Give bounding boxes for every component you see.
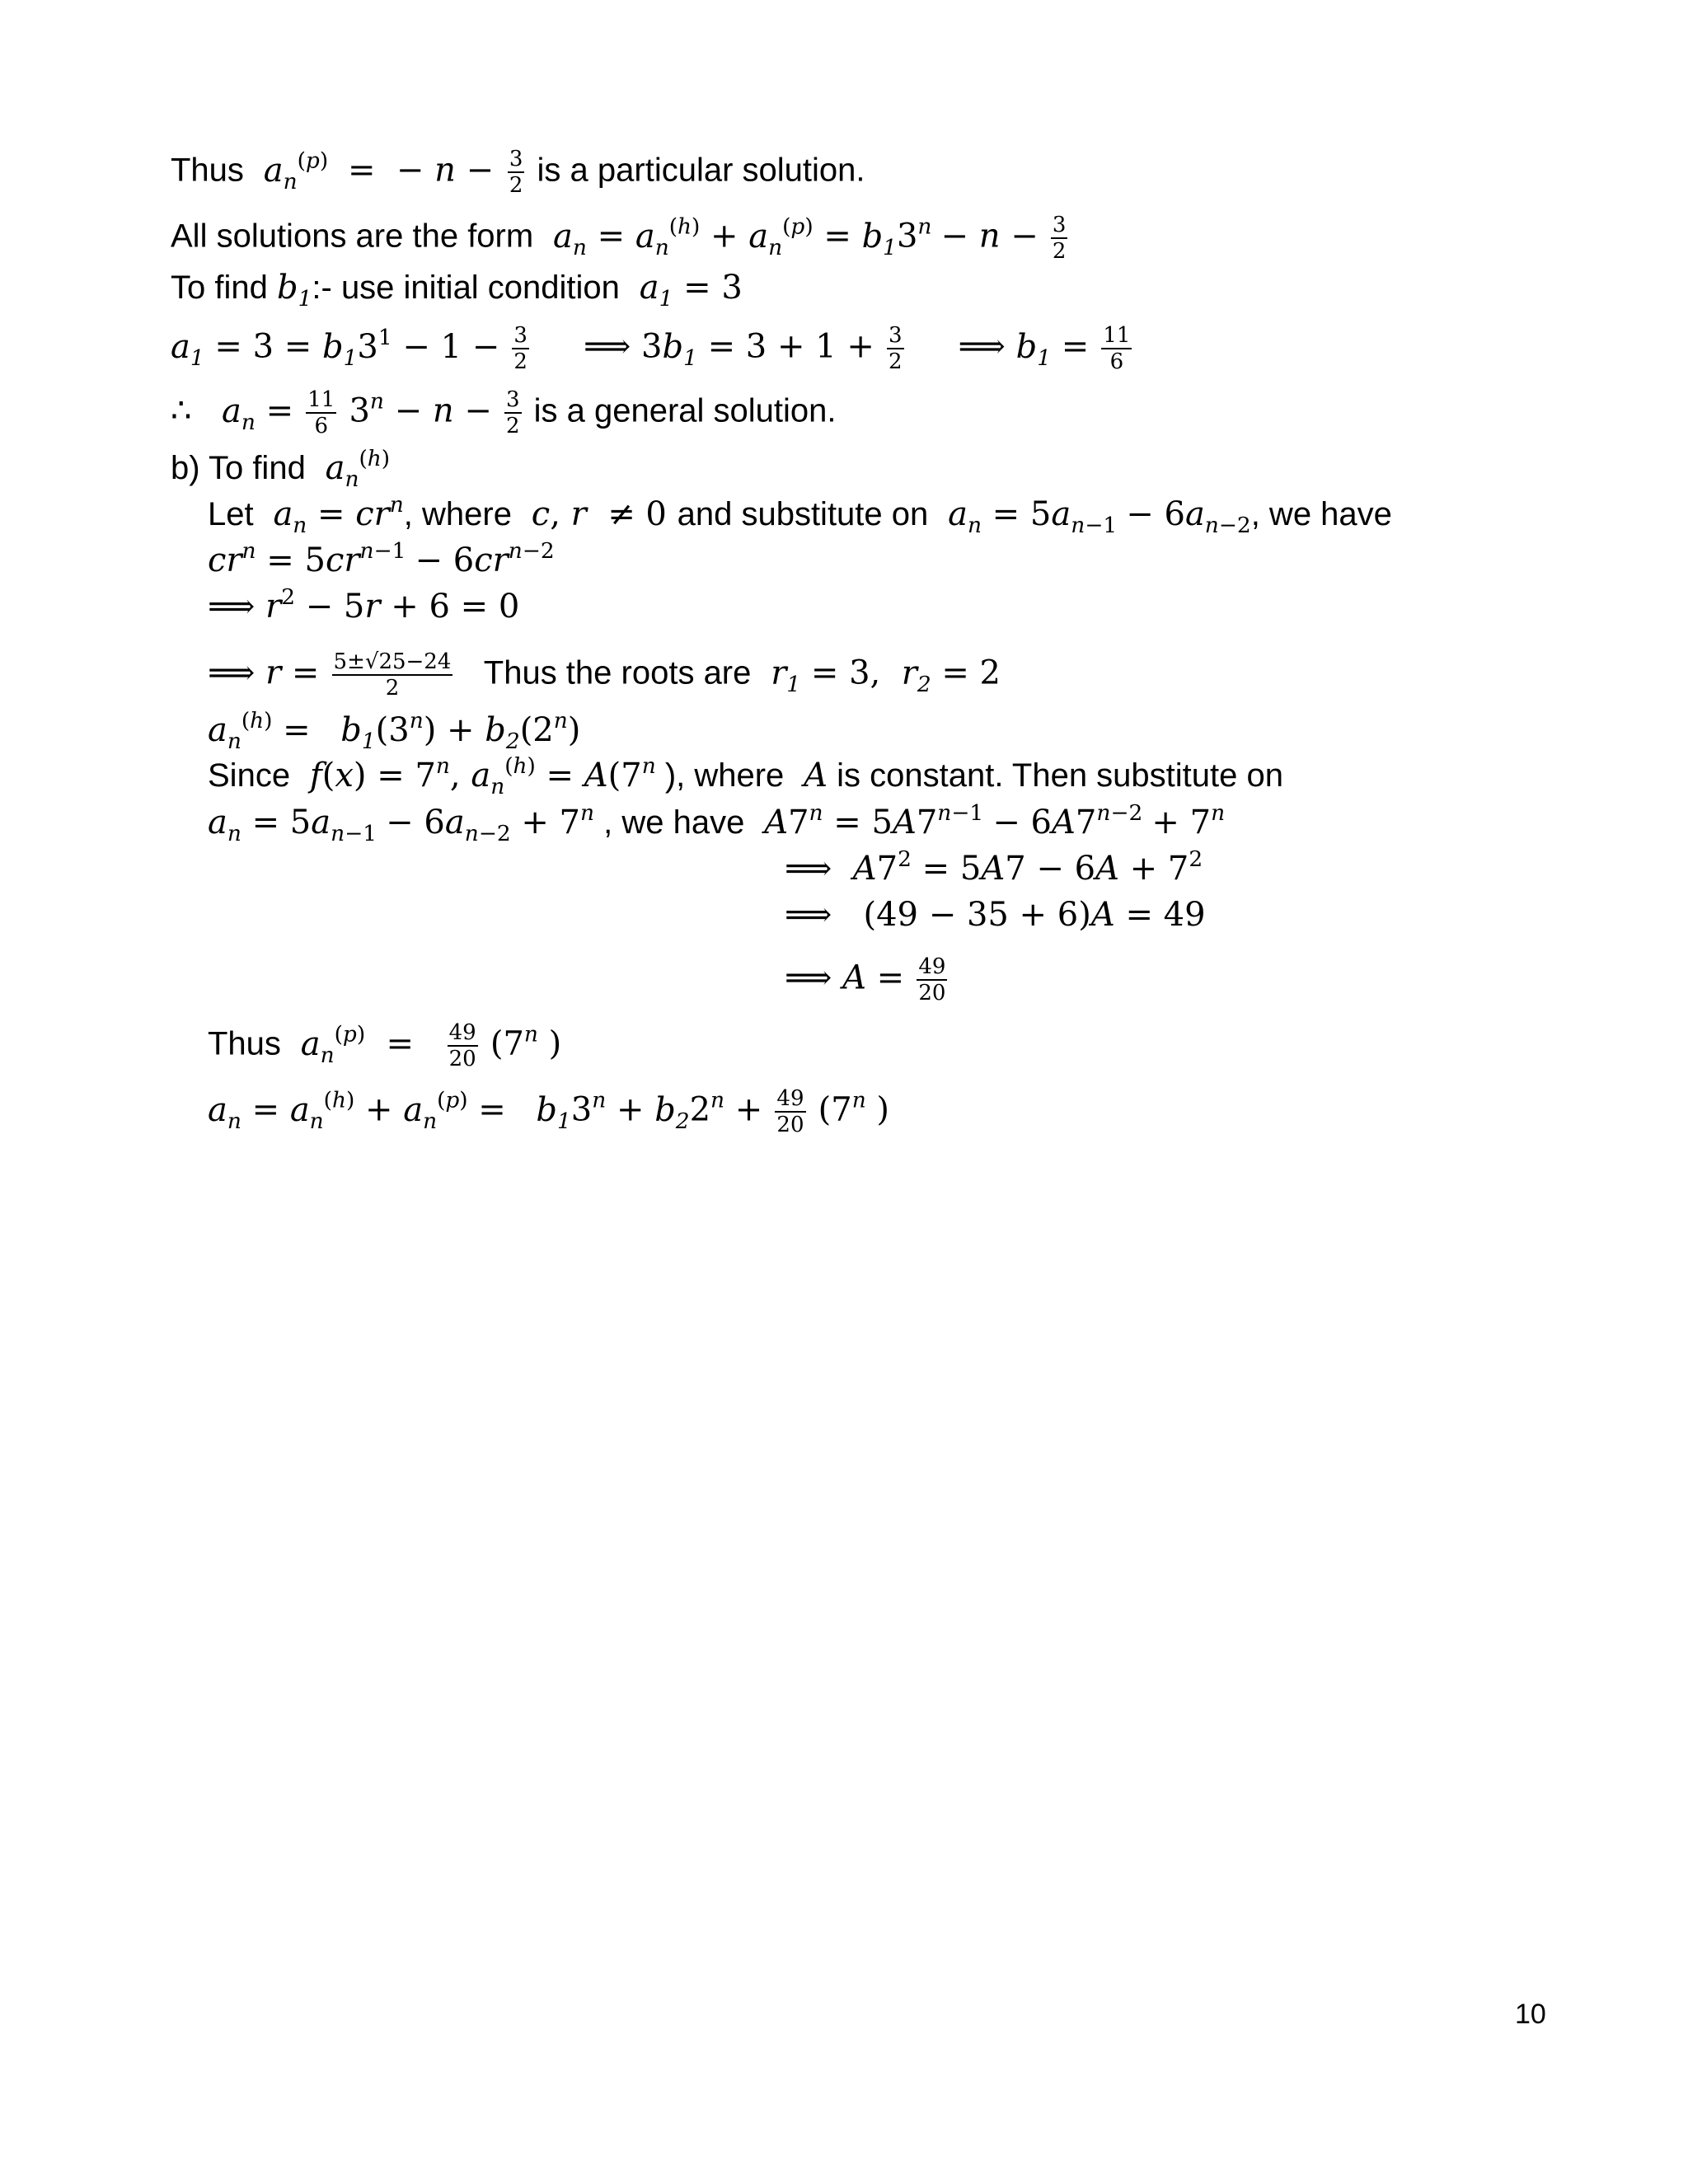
line-all-solutions: All solutions are the form $a_n = a_n^{(h)} + a_n^{(p)} = b_13^n - n$ − $\frac{3}{2}$ [171, 213, 1067, 264]
line-find-b1: To find $b_1:-$ use initial condition $a_1 = 3$ [171, 269, 743, 312]
fraction: $\frac{11}{6}$ [1103, 323, 1131, 374]
line-solve-b1: $a_1 = 3 = b_13^1 - 1$ − $\frac{3}{2}$ ⟹ $3b_1 = 3 + 1$ + $\frac{3}{2}$ ⟹ $b_1$ = $\frac{11}{6}$ [171, 323, 1131, 374]
line-roots: ⟹ r = $\frac{5\pm√25-24}{2}$ Thus the roots are $r_1 = 3$, $r_2 = 2$ [208, 649, 1001, 701]
line-part-b-heading: b) To find $a_n^{(h)}$ [171, 446, 391, 493]
line-A-simplify: ⟹ (49 − 35 + 6)A = 49 [785, 896, 1206, 934]
fraction: $\frac{49}{20}$ [776, 1086, 804, 1137]
fraction: $\frac{3}{2}$ [505, 387, 520, 438]
line-final-solution: $a_n = a_n^{(h)} + a_n^{(p)} = b_13^n + b_22^n$ + $\frac{49}{20}$ (7$^n$ ) [208, 1086, 890, 1137]
line-general-solution: ∴ $a_n$ = $\frac{11}{6}$ $3^n - n$ − $\frac{3}{2}$ is a general solution. [171, 387, 837, 438]
line-homogeneous-solution: $a_n^{(h)} = b_1(3^n) + b_2(2^n)$ [208, 708, 581, 755]
fraction: $\frac{3}{2}$ [509, 147, 523, 198]
fraction: $\frac{49}{20}$ [918, 954, 946, 1005]
page-number: 10 [1515, 1999, 1546, 2030]
line-let-an: Let $a_n = cr^n$, where c, r ≠ 0 and substitute on $a_n = 5a_{n-1} - 6a_{n-2}$, we have [208, 492, 1392, 539]
fraction: $\frac{49}{20}$ [448, 1020, 476, 1071]
line-substitute-A: $a_n = 5a_{n-1} - 6a_{n-2} + 7^n$ , we have $A7^n = 5A7^{n-1} - 6A7^{n-2} + 7^n$ [208, 800, 1226, 847]
line-A-equation: ⟹ $A7^2 = 5A7 - 6A + 7^2$ [785, 846, 1203, 888]
fraction: $\frac{5\pm√25-24}{2}$ [333, 649, 452, 701]
line-particular-solution: Thus $a_n^{(p)}$ = − n − $\frac{3}{2}$ is a particular solution. [171, 147, 865, 198]
line-A-value: ⟹ A = $\frac{49}{20}$ [785, 954, 946, 1005]
line-since-fx: Since $f(x) = 7^n$, $a_n^{(h)} = A(7^n$ ), where A is constant. Then substitute on [208, 753, 1283, 800]
line-characteristic-sub: $cr^n = 5cr^{n-1} - 6cr^{n-2}$ [208, 538, 555, 579]
line-particular-b: Thus $a_n^{(p)}$ = $\frac{49}{20}$ (7$^n$ ) [208, 1020, 562, 1071]
line-characteristic-eq: ⟹ $r^2 - 5r + 6 = 0$ [208, 584, 520, 626]
fraction: $\frac{3}{2}$ [1052, 213, 1067, 264]
fraction: $\frac{3}{2}$ [513, 323, 528, 374]
fraction: $\frac{3}{2}$ [889, 323, 903, 374]
fraction: $\frac{11}{6}$ [307, 387, 335, 438]
